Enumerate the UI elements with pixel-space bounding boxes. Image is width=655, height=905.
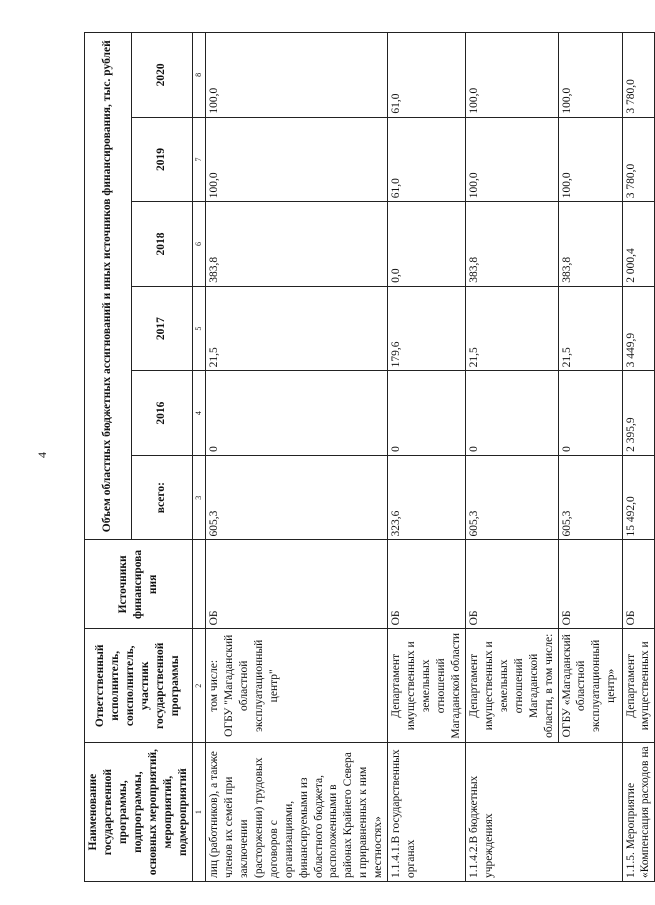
row-executor: Департамент имущественных и: [622, 629, 655, 743]
row-2019: 100,0: [205, 117, 387, 202]
header-2016: 2016: [131, 371, 192, 456]
row-executor: ОГБУ "Магаданский областной эксплуатационный центр": [222, 634, 280, 737]
row-2020: 100,0: [558, 33, 622, 118]
table-row: [205, 33, 387, 882]
row-2018: 383,8: [465, 202, 558, 287]
row-2016: 2 395,9: [622, 371, 655, 456]
colnum-1: 1: [192, 743, 205, 882]
colnum-3: 3: [192, 455, 205, 540]
row-source: ОБ: [205, 540, 387, 629]
page-number: 4: [35, 452, 49, 458]
column-number-row: [192, 33, 205, 882]
colnum-blank: [192, 540, 205, 629]
row-2018: 383,8: [558, 202, 622, 287]
row-2020: 61,0: [388, 33, 466, 118]
row-2016: 0: [205, 371, 387, 456]
row-2017: 3 449,9: [622, 286, 655, 371]
header-2018: 2018: [131, 202, 192, 287]
row-2019: 100,0: [465, 117, 558, 202]
row-2018: 0,0: [388, 202, 466, 287]
header-volume-group: Объем областных бюджетных ассигнований и иных источников финансирования, тыс. рублей: [85, 33, 132, 540]
financing-table: [84, 32, 655, 882]
row-2017: 21,5: [465, 286, 558, 371]
row-2020: 100,0: [205, 33, 387, 118]
row-2017: 179,6: [388, 286, 466, 371]
row-source: ОБ: [558, 540, 622, 629]
row-source: ОБ: [622, 540, 655, 629]
table-row: [465, 33, 558, 882]
row-2016: 0: [388, 371, 466, 456]
table-row: [622, 33, 655, 882]
row-2018: 2 000,4: [622, 202, 655, 287]
header-2017: 2017: [131, 286, 192, 371]
colnum-4: 4: [192, 371, 205, 456]
table-row: [388, 33, 466, 882]
rotated-page: [84, 32, 652, 882]
colnum-5: 5: [192, 286, 205, 371]
row-2016: 0: [558, 371, 622, 456]
row-2019: 61,0: [388, 117, 466, 202]
row-2017: 21,5: [205, 286, 387, 371]
header-source: Источники финансирова ния: [85, 540, 193, 629]
header-total: всего:: [131, 455, 192, 540]
row-total: 605,3: [205, 455, 387, 540]
row-source: ОБ: [388, 540, 466, 629]
header-2019: 2019: [131, 117, 192, 202]
colnum-7: 7: [192, 117, 205, 202]
row-name: лиц (работников), а также членов их семей при заключении (расторжении) трудовых договоров с организациями, финансируемыми из областного бюджета, расположенными в районах Крайнего Севера и приравненных к ним местностях»: [205, 743, 387, 882]
row-2019: 100,0: [558, 117, 622, 202]
row-executor: Департамент имущественных и земельных отношений Магаданской области: [388, 629, 466, 743]
row-total: 605,3: [558, 455, 622, 540]
header-name: Наименование государственной программы, подпрограммы, основных мероприятий, мероприятий, подмероприятий: [85, 743, 193, 882]
row-2019: 3 780,0: [622, 117, 655, 202]
row-executor: Департамент имущественных и земельных отношений Магаданской области, в том числе:: [465, 629, 558, 743]
row-2020: 100,0: [465, 33, 558, 118]
row-source: ОБ: [465, 540, 558, 629]
header-row-1: [85, 33, 132, 882]
row-executor-prefix: том числе:: [207, 659, 220, 712]
row-total: 605,3: [465, 455, 558, 540]
row-executor-cell: [205, 629, 387, 743]
row-executor: ОГБУ «Магаданский областной эксплуатационный центр»: [558, 629, 622, 743]
colnum-6: 6: [192, 202, 205, 287]
row-name: 1.1.4.2.В бюджетных учреждениях: [465, 743, 622, 882]
header-executor: Ответственный исполнитель, соисполнитель, участник государственной программы: [85, 629, 193, 743]
colnum-8: 8: [192, 33, 205, 118]
row-total: 15 492,0: [622, 455, 655, 540]
header-2020: 2020: [131, 33, 192, 118]
row-name: 1.1.4.1.В государственных органах: [388, 743, 466, 882]
row-name: 1.1.5. Мероприятие «Компенсация расходов на: [622, 743, 655, 882]
row-total: 323,6: [388, 455, 466, 540]
row-2016: 0: [465, 371, 558, 456]
row-2018: 383,8: [205, 202, 387, 287]
colnum-2: 2: [192, 629, 205, 743]
row-2017: 21,5: [558, 286, 622, 371]
row-2020: 3 780,0: [622, 33, 655, 118]
